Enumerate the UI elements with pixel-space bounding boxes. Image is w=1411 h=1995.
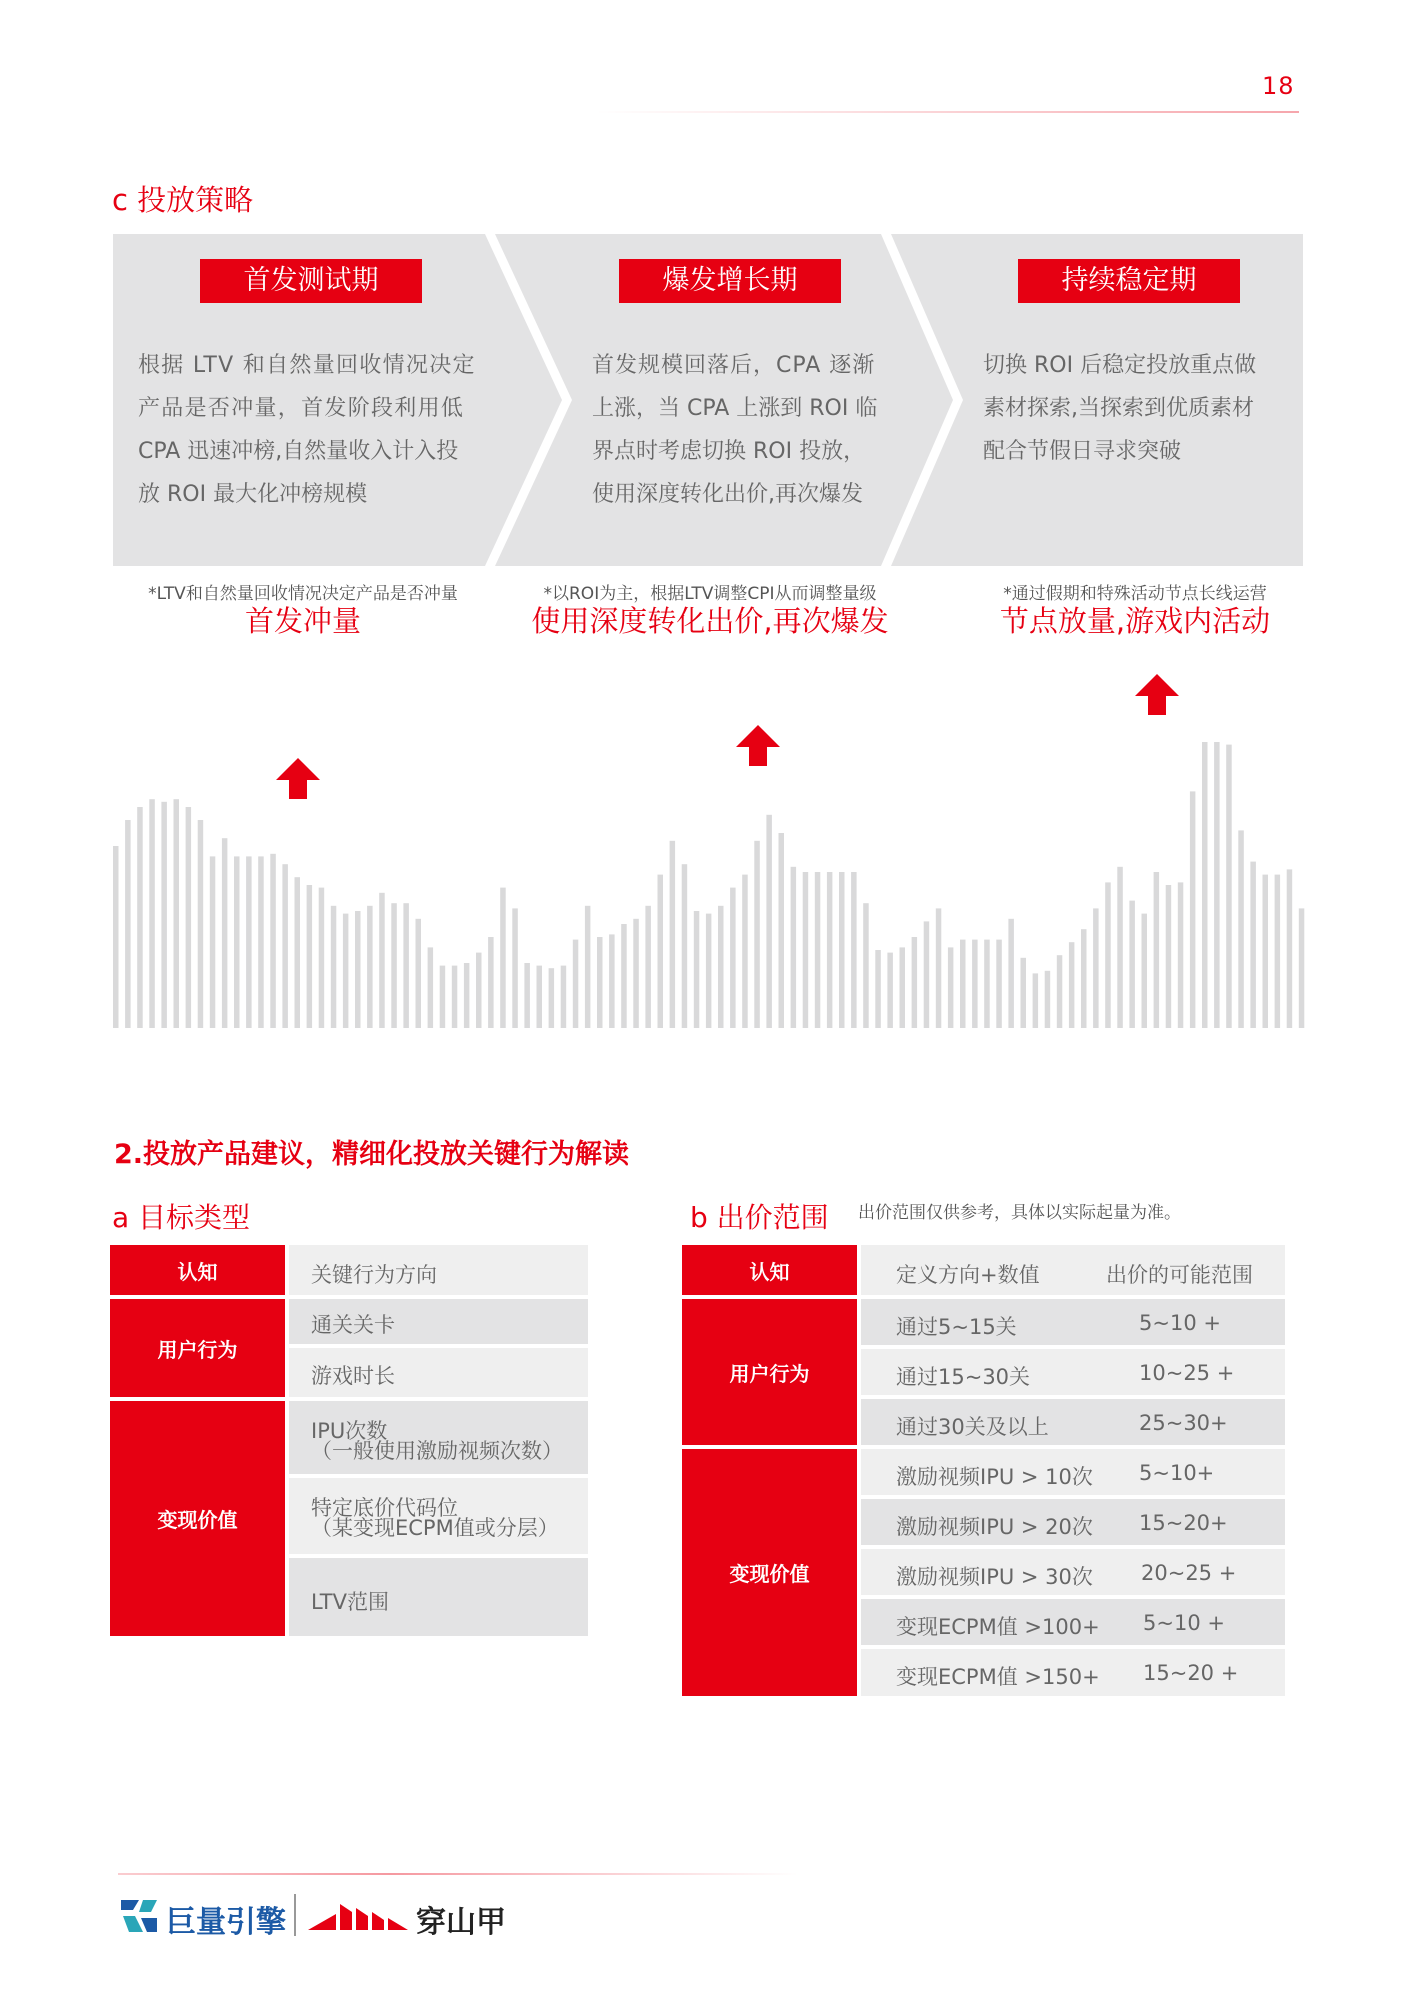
table-row: [289, 1348, 588, 1397]
chart-bar: [803, 872, 809, 1028]
chart-bar: [936, 908, 942, 1028]
table-b-def: 通过5~15关: [896, 1315, 1017, 1339]
chart-bar: [912, 937, 918, 1028]
chart-bar: [972, 940, 978, 1028]
table-b-note: 出价范围仅供参考，具体以实际起量为准。: [858, 1203, 1181, 1223]
chart-bar: [391, 903, 397, 1028]
table-b-range: 20~25 +: [1141, 1561, 1237, 1585]
table-b-range: 5~10+: [1139, 1461, 1215, 1485]
table-row: [289, 1401, 588, 1474]
phase-3-highlight: 节点放量,游戏内活动: [999, 604, 1271, 638]
chart-bar: [887, 953, 893, 1028]
table-b-range: 15~20+: [1139, 1511, 1228, 1535]
chart-bar: [851, 872, 857, 1028]
ocean-engine-logo-text: 巨量引擎: [166, 1905, 286, 1940]
chart-bar: [549, 968, 555, 1028]
chart-bar: [1129, 901, 1135, 1028]
chart-bar: [403, 903, 409, 1028]
chart-bar: [367, 906, 373, 1028]
phase-2-note: *以ROI为主，根据LTV调整CPI从而调整量级: [543, 584, 877, 604]
chart-bar: [258, 856, 264, 1028]
chart-bar: [754, 841, 760, 1028]
chart-bar: [1214, 742, 1220, 1028]
table-a-cat-monetize: 变现价值: [110, 1401, 285, 1636]
chart-bar: [609, 934, 615, 1028]
chart-bar: [488, 937, 494, 1028]
chart-bar: [149, 799, 155, 1028]
table-b-cat-monetize: 变现价值: [682, 1449, 857, 1696]
table-b-cat-user: 用户行为: [682, 1299, 857, 1445]
chart-bar: [161, 802, 167, 1028]
table-b-range: 5~10 +: [1139, 1311, 1221, 1335]
chart-bar: [585, 906, 591, 1028]
phase-1-line: 根据 LTV 和自然量回收情况决定: [138, 353, 476, 378]
chart-bar: [222, 838, 228, 1028]
chart-bar: [645, 906, 651, 1028]
chart-bar: [621, 924, 627, 1028]
table-a-cat-user: 用户行为: [110, 1299, 285, 1397]
chart-bar: [1008, 919, 1014, 1028]
table-b-header-col2: 出价的可能范围: [1106, 1263, 1253, 1287]
chart-bar: [343, 914, 349, 1028]
volume-bar-chart: [110, 688, 1310, 1028]
phase-2-highlight: 使用深度转化出价,再次爆发: [531, 604, 889, 638]
chart-bar: [1166, 885, 1172, 1028]
chart-bar: [706, 914, 712, 1028]
chart-bar: [537, 966, 543, 1028]
ocean-engine-logo-icon: [117, 1894, 161, 1938]
table-a-row-label: LTV范围: [311, 1590, 390, 1614]
chart-bar: [210, 856, 216, 1028]
chart-bar: [573, 940, 579, 1028]
table-a-header-cat: 认知: [110, 1245, 285, 1295]
table-row: [289, 1558, 588, 1636]
chart-bar: [113, 846, 119, 1028]
header-divider: [595, 111, 1299, 113]
phase-3-line: 素材探索,当探索到优质素材: [983, 396, 1254, 421]
phase-3-note: *通过假期和特殊活动节点长线运营: [1003, 584, 1267, 604]
chart-bar: [1093, 908, 1099, 1028]
phase-2-line: 界点时考虑切换 ROI 投放，: [592, 439, 866, 464]
table-b-def: 变现ECPM值 >150+: [896, 1665, 1100, 1689]
phase-1-title: 首发测试期: [200, 259, 422, 303]
table-a-row-label: 游戏时长: [311, 1364, 395, 1388]
chart-bar: [331, 906, 337, 1028]
phase-3-title: 持续稳定期: [1018, 259, 1240, 303]
chart-bar: [863, 903, 869, 1028]
table-row: [861, 1599, 1285, 1645]
chart-bar: [1275, 875, 1281, 1028]
table-b-range: 25~30+: [1139, 1411, 1228, 1435]
phase-1-line: 产品是否冲量，首发阶段利用低: [138, 396, 465, 421]
footer-divider: [118, 1873, 798, 1875]
chart-bar: [1057, 955, 1063, 1028]
chart-bar: [948, 947, 954, 1028]
table-b-header-col1: 定义方向+数值: [896, 1263, 1040, 1287]
chart-bar: [1069, 942, 1075, 1028]
chart-bar: [1021, 958, 1027, 1028]
table-b-header: [861, 1245, 1285, 1295]
chart-bar: [694, 911, 700, 1028]
chart-bar: [839, 872, 845, 1028]
chart-bar: [670, 841, 676, 1028]
table-a-row-label: 通关关卡: [311, 1313, 395, 1337]
up-arrow-icon: [736, 725, 780, 766]
chart-bar: [379, 893, 385, 1028]
phase-2-title: 爆发增长期: [619, 259, 841, 303]
page-number: 18: [1262, 72, 1295, 100]
table-row: [861, 1399, 1285, 1445]
phase-2-body: [592, 344, 912, 516]
phase-3-line: 切换 ROI 后稳定投放重点做: [983, 353, 1257, 378]
chart-bar: [282, 864, 288, 1028]
chart-bar: [1154, 872, 1160, 1028]
chart-bar: [875, 950, 881, 1028]
chart-bar: [633, 919, 639, 1028]
chart-bar: [186, 807, 192, 1028]
table-b-range: 10~25 +: [1139, 1361, 1235, 1385]
table-b-heading: b 出价范围: [690, 1201, 829, 1234]
chart-bar: [198, 820, 204, 1028]
phase-1-body: [138, 344, 488, 516]
chart-bar: [416, 919, 422, 1028]
phase-2-line: 首发规模回落后，CPA 逐渐: [592, 353, 876, 378]
chart-bar: [355, 911, 361, 1028]
table-a-header-col: [289, 1245, 588, 1295]
table-b-def: 激励视频IPU > 20次: [896, 1515, 1093, 1539]
chart-bar: [1202, 742, 1208, 1028]
chart-bar: [960, 940, 966, 1028]
table-a-heading: a 目标类型: [112, 1201, 251, 1234]
chart-bar: [512, 908, 518, 1028]
phase-2-line: 使用深度转化出价,再次爆发: [592, 482, 863, 507]
chart-bar: [137, 807, 143, 1028]
table-b-def: 变现ECPM值 >100+: [896, 1615, 1100, 1639]
chart-bar: [174, 799, 180, 1028]
table-row: [861, 1449, 1285, 1495]
table-a-row-label: IPU次数: [311, 1419, 388, 1443]
chart-bar: [246, 856, 252, 1028]
chart-bar: [730, 888, 736, 1028]
up-arrow-icon: [1135, 674, 1179, 715]
table-b-def: 激励视频IPU > 10次: [896, 1465, 1093, 1489]
chart-bar: [996, 940, 1002, 1028]
chart-bar: [1045, 971, 1051, 1028]
chart-bar: [1238, 830, 1244, 1028]
chart-bar: [1226, 745, 1232, 1028]
chart-bar: [682, 864, 688, 1028]
chart-bar: [742, 875, 748, 1028]
chart-bar: [1178, 882, 1184, 1028]
table-a-row-sublabel: （某变现ECPM值或分层）: [311, 1516, 559, 1540]
table-row: [861, 1499, 1285, 1545]
chart-bar: [440, 966, 446, 1028]
up-arrow-icon: [276, 758, 320, 799]
chart-bar: [452, 966, 458, 1028]
chart-bar: [924, 921, 930, 1028]
chart-bar: [319, 888, 325, 1028]
chart-bar: [428, 947, 434, 1028]
table-a-row-label: 特定底价代码位: [311, 1496, 458, 1520]
chart-bar: [125, 820, 131, 1028]
phase-1-highlight: 首发冲量: [244, 604, 361, 638]
section-2-heading: 2.投放产品建议，精细化投放关键行为解读: [114, 1139, 630, 1170]
phase-1-line: 放 ROI 最大化冲榜规模: [138, 482, 368, 507]
chart-bar: [1142, 914, 1148, 1028]
chart-bar: [779, 833, 785, 1028]
chart-bar: [597, 937, 603, 1028]
table-b-range: 15~20 +: [1143, 1661, 1239, 1685]
chart-bar: [984, 940, 990, 1028]
chart-bar: [815, 872, 821, 1028]
chart-bar: [270, 854, 276, 1028]
table-row: [861, 1649, 1285, 1696]
pangle-logo-icon: [308, 1896, 412, 1936]
chart-bar: [500, 888, 506, 1028]
chart-bar: [464, 963, 470, 1028]
chart-bar: [1250, 862, 1256, 1028]
table-b-header-cat: 认知: [682, 1245, 857, 1295]
phase-1-line: CPA 迅速冲榜,自然量收入计入投: [138, 439, 459, 464]
chart-bar: [1117, 867, 1123, 1028]
chart-bar: [1299, 908, 1305, 1028]
table-row: [861, 1549, 1285, 1595]
chart-bar: [307, 885, 313, 1028]
logo-separator: [294, 1894, 296, 1936]
chart-bar: [766, 815, 772, 1028]
chart-bar: [476, 953, 482, 1028]
phase-3-body: [983, 344, 1303, 473]
pangle-logo-text: 穿山甲: [416, 1905, 506, 1940]
phase-3-line: 配合节假日寻求突破: [983, 439, 1182, 464]
table-row: [861, 1349, 1285, 1395]
table-b-def: 激励视频IPU > 30次: [896, 1565, 1093, 1589]
table-a-header-col-label: 关键行为方向: [311, 1263, 437, 1287]
chart-bar: [1105, 882, 1111, 1028]
table-b-range: 5~10 +: [1143, 1611, 1225, 1635]
chart-bar: [524, 963, 530, 1028]
table-row: [289, 1478, 588, 1554]
chart-bar: [1287, 869, 1293, 1028]
chart-bar: [295, 877, 301, 1028]
table-b-def: 通过30关及以上: [896, 1415, 1049, 1439]
chart-bar: [900, 947, 906, 1028]
table-row: [861, 1299, 1285, 1345]
chart-bar: [791, 867, 797, 1028]
chart-bar: [1033, 973, 1039, 1028]
chart-bar: [234, 856, 240, 1028]
phase-1-note: *LTV和自然量回收情况决定产品是否冲量: [148, 584, 458, 604]
phase-2-line: 上涨，当 CPA 上涨到 ROI 临: [592, 396, 878, 421]
section-c-heading: c 投放策略: [112, 183, 254, 217]
chart-bar: [658, 875, 664, 1028]
chart-bar: [718, 906, 724, 1028]
chart-bar: [827, 872, 833, 1028]
table-a-row-sublabel: （一般使用激励视频次数）: [311, 1439, 563, 1463]
chart-bar: [1081, 929, 1087, 1028]
chart-bar: [1190, 791, 1196, 1028]
table-b-def: 通过15~30关: [896, 1365, 1031, 1389]
chart-bar: [1263, 875, 1269, 1028]
table-row: [289, 1299, 588, 1344]
chart-bar: [561, 966, 567, 1028]
phase-banner: [113, 234, 1303, 566]
